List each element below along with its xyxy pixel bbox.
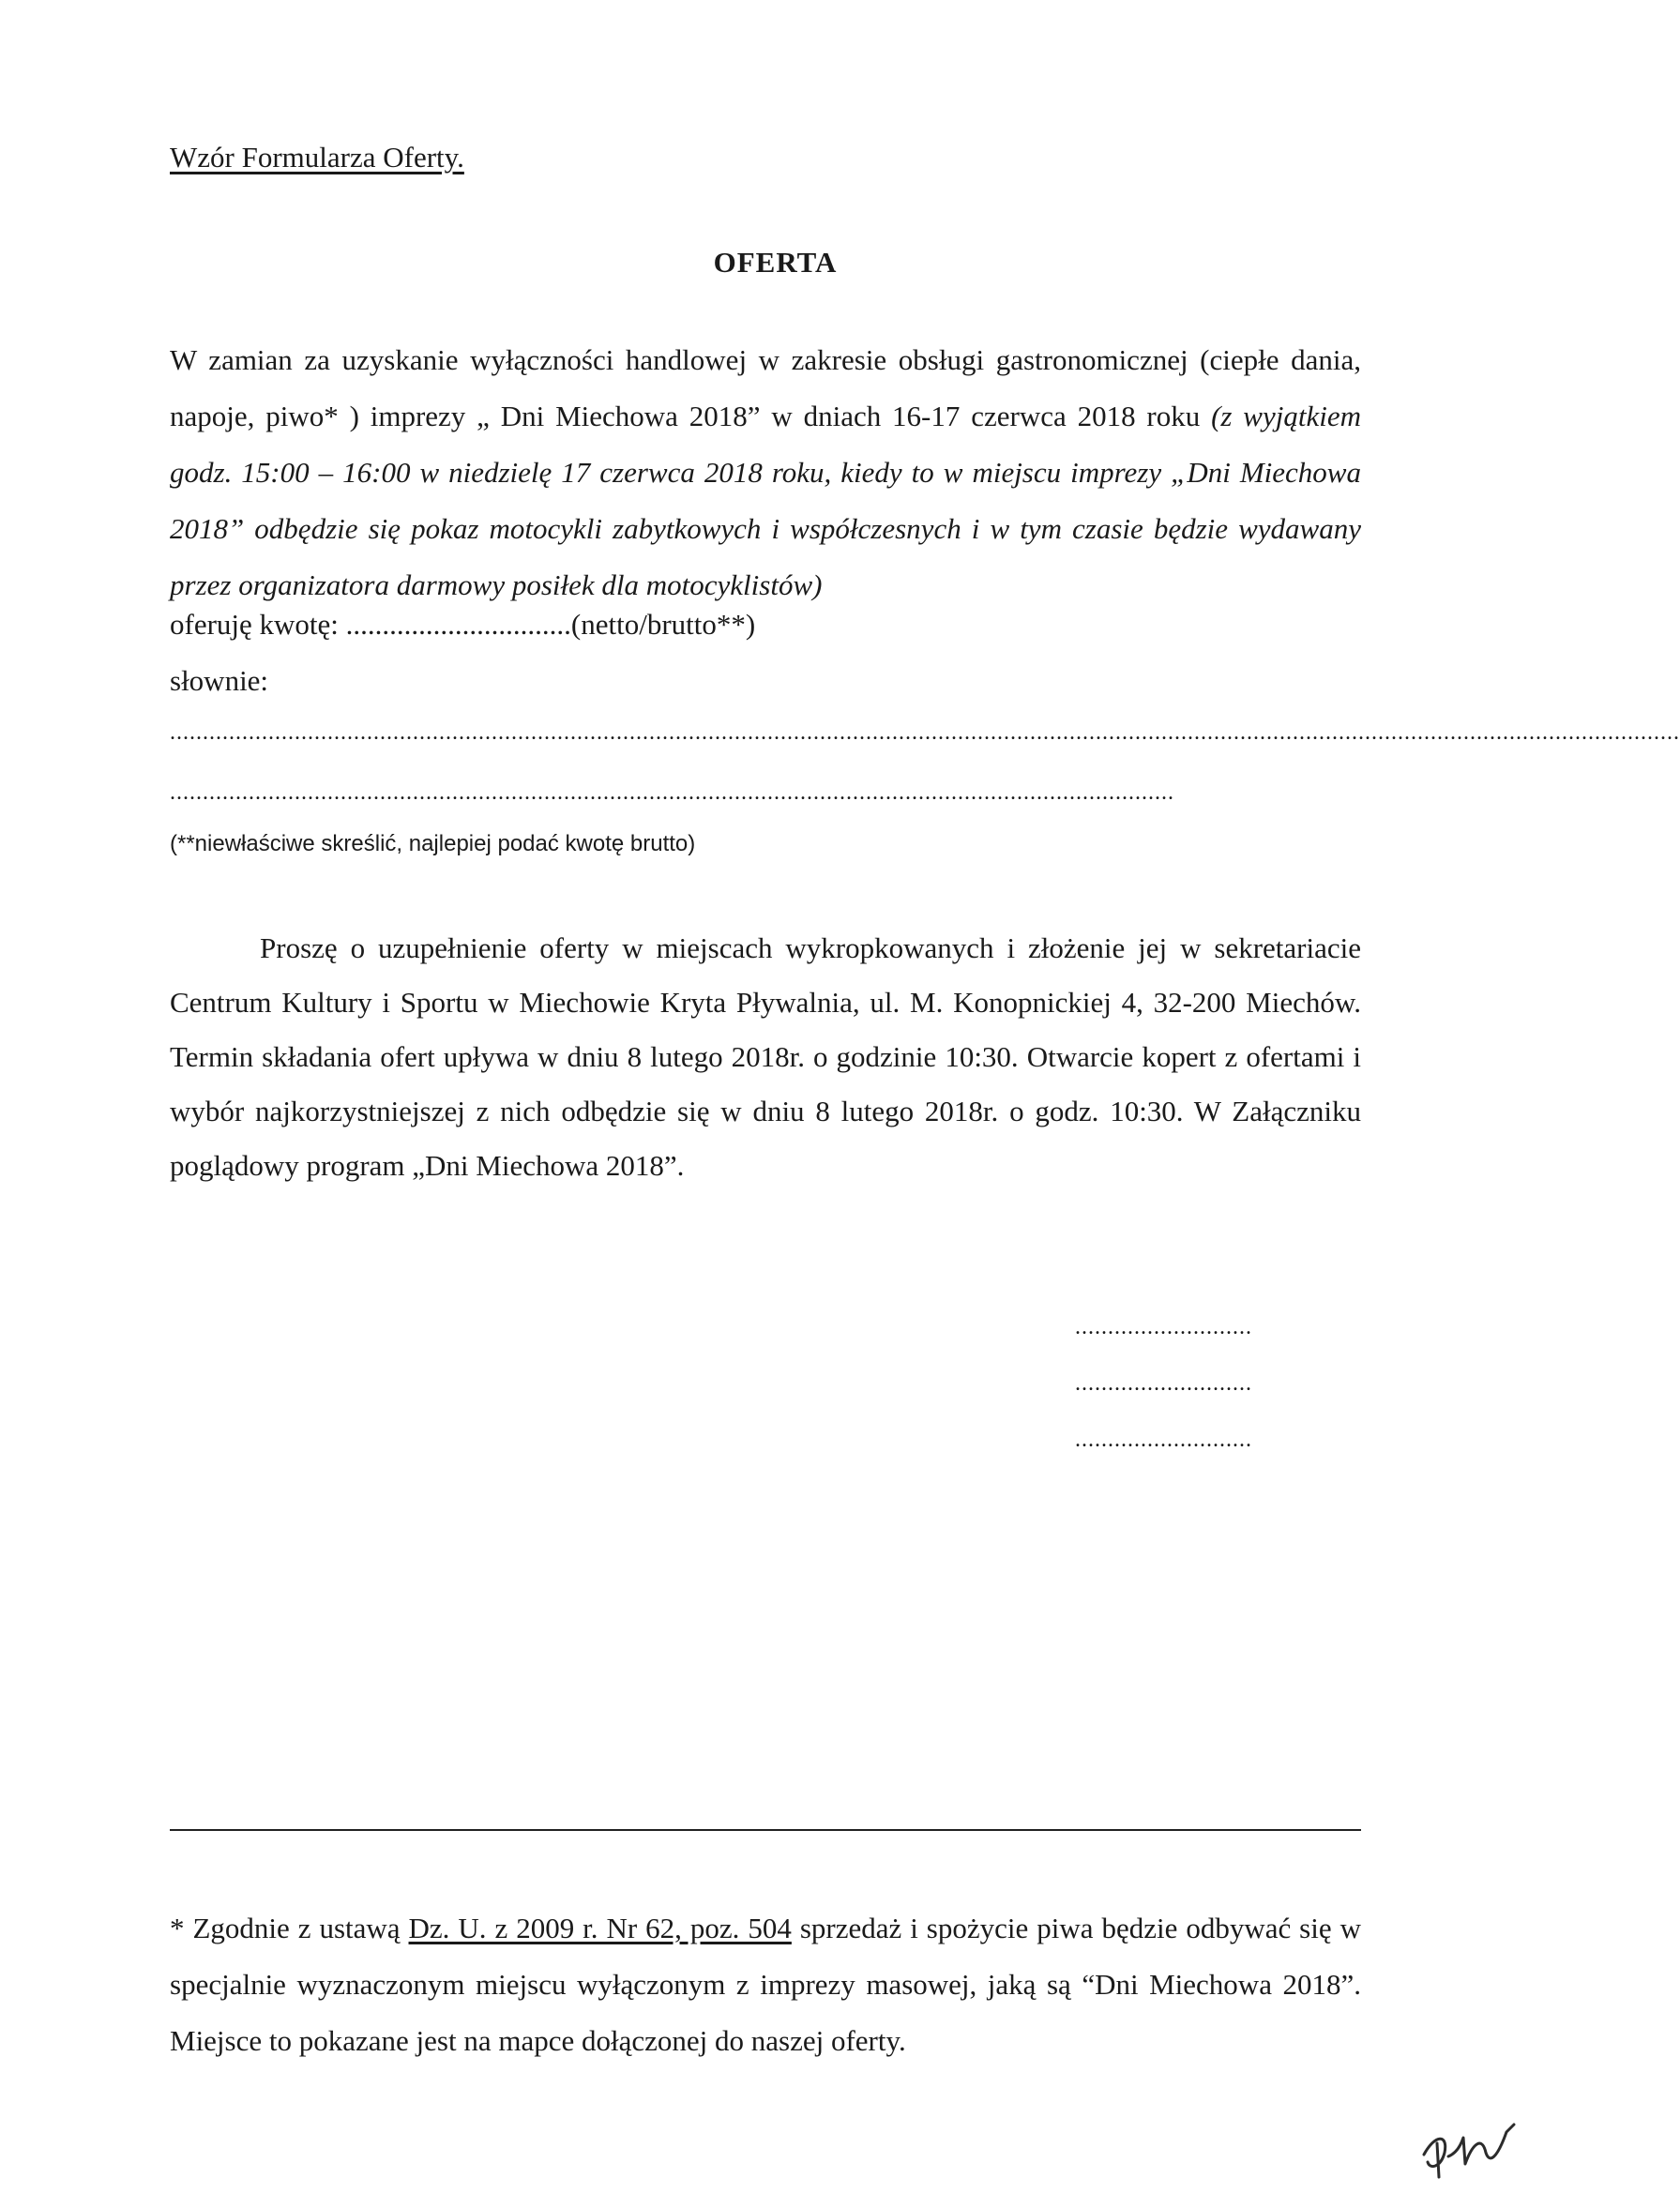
amount-in-words-line-2[interactable]: ......................................................................................................................................................... xyxy=(170,780,1174,805)
signature-line-3[interactable]: ........................... xyxy=(1075,1428,1252,1452)
offer-paragraph xyxy=(170,332,1361,613)
form-template-heading: Wzór Formularza Oferty. xyxy=(170,141,464,174)
amount-field-label[interactable]: oferuję kwotę: ...............................(netto/brutto**) xyxy=(170,608,756,641)
signature-line-2[interactable]: ........................... xyxy=(1075,1371,1252,1396)
footnote-suffix: sprzedaż i spożycie piwa będzie odbywać się w specjalnie wyznaczonym miejscu wyłączonym z imprezy masowej, jaką są “Dni Miechowa 2018”. Miejsce to pokazane jest na mapce dołączonej do naszej oferty. xyxy=(170,1912,1361,2057)
handwritten-initials-mark xyxy=(1416,2115,1529,2181)
amount-in-words-label: słownie: xyxy=(170,664,269,697)
signature-line-1[interactable]: ........................... xyxy=(1075,1315,1252,1339)
law-reference-link: Dz. U. z 2009 r. Nr 62, poz. 504 xyxy=(408,1912,792,1944)
footnote-paragraph xyxy=(170,1900,1361,2069)
instructions-text: Proszę o uzupełnienie oferty w miejscach wykropkowanych i złożenie jej w sekretariacie Centrum Kultury i Sportu w Miechowie Kryta Pływalnia, ul. M. Konopnickiej 4, 32-200 Miechów. Termin składania ofert upływa w dniu 8 lutego 2018r. o godzinie 10:30. Otwarcie kopert z ofertami i wybór najkorzystniejszej z nich odbędzie się w dniu 8 lutego 2018r. o godz. 10:30. W Załączniku poglądowy program „Dni Miechowa 2018”. xyxy=(170,931,1361,1182)
offer-exception-text: (z wyjątkiem godz. 15:00 – 16:00 w niedzielę 17 czerwca 2018 roku, kiedy to w miejscu imprezy „Dni Miechowa 2018” odbędzie się pokaz motocykli zabytkowych i współczesnych i w tym czasie będzie wydawany przez organizatora darmowy posiłek dla motocyklistów) xyxy=(170,400,1361,601)
footnote-prefix: * Zgodnie z ustawą xyxy=(170,1912,409,1944)
offer-intro-text: W zamian za uzyskanie wyłączności handlowej w zakresie obsługi gastronomicznej (ciepłe dania, napoje, piwo* ) imprezy „ Dni Miechowa 2018” w dniach 16-17 czerwca 2018 roku xyxy=(170,343,1361,432)
instructions-paragraph xyxy=(170,921,1361,1193)
amount-note: (**niewłaściwe skreślić, najlepiej podać kwotę brutto) xyxy=(170,831,696,856)
document-title: OFERTA xyxy=(713,246,838,279)
footnote-separator xyxy=(170,1829,1361,1831)
amount-in-words-line-1[interactable]: ...................................................................................................................................................................................................................................... xyxy=(170,720,1680,745)
